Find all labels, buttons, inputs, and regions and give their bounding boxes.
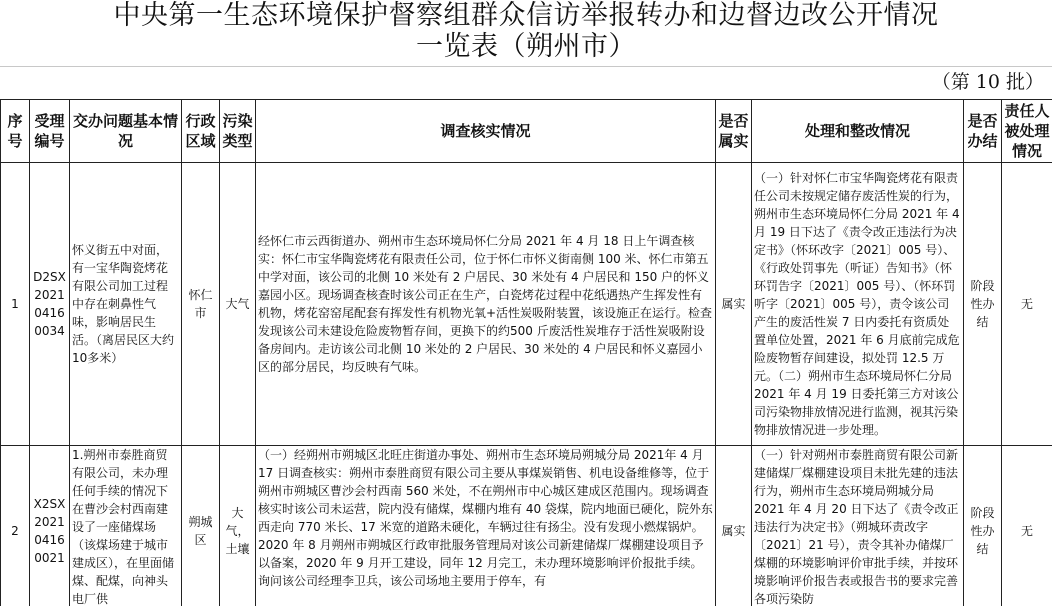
header-handling: 处理和整改情况 [752,100,964,163]
title-line-2: 一览表（朔州市） [416,31,636,62]
cell-seq: 2 [1,446,30,606]
header-issue: 交办问题基本情况 [70,100,182,163]
cell-handling: （一）针对怀仁市宝华陶瓷烤花有限责任公司未按规定储存废活性炭的行为，朔州市生态环境局怀仁分局 2021 年 4 月 19 日下达了《责令改正违法行为决定书》（怀环改字〔2021〕005 号）、《行政处罚事先（听证）告知书》（怀环罚告字〔2021〕005 号）、（怀环罚听字〔2021〕005 号），责令该公司产生的废活性炭 7 日内委托有资质处置单位处置，2021 年 6 月底前完成危险废物暂存间建设，拟处罚 12.5 万元。（二）朔州市生态环境局怀仁分局 2021 年 4 月 19 日委托第三方对该公司污染物排放情况进行监测，视其污染物排放情况进一步处理。 [752,163,964,446]
header-is-true: 是否属实 [716,100,752,163]
header-pollution-type: 污染类型 [220,100,256,163]
header-accountability: 责任人被处理情况 [1002,100,1052,163]
cell-is-true: 属实 [716,163,752,446]
cell-district: 朔城区 [182,446,220,606]
cell-pollution-type: 大气，土壤 [220,446,256,606]
table-header-row [1,100,1052,163]
cell-receipt-no: X2SX202104160021 [30,446,70,606]
header-investigation: 调查核实情况 [256,100,716,163]
report-table [0,99,1052,606]
table-row [1,163,1052,446]
cell-issue: 1.朔州市泰胜商贸有限公司，未办理任何手续的情况下在曹沙会村西南建设了一座储煤场（该煤场建于城市建成区），在里面储煤、配煤，向神头电厂供 [70,446,182,606]
table-row [1,446,1052,606]
cell-issue: 怀义街五中对面，有一宝华陶瓷烤花有限公司加工过程中存在刺鼻性气味，影响居民生活。（离居民区大约 10多米） [70,163,182,446]
header-seq: 序号 [1,100,30,163]
cell-pollution-type: 大气 [220,163,256,446]
cell-concluded: 阶段性办结 [964,446,1002,606]
header-district: 行政区域 [182,100,220,163]
cell-investigation: 经怀仁市云西街道办、朔州市生态环境局怀仁分局 2021 年 4 月 18 日上午调查核实：怀仁市宝华陶瓷烤花有限责任公司，位于怀仁市怀义街南侧 100 米、怀仁市第五中学对面，该公司的北侧 10 米处有 2 户居民、30 米处有 4 户居民和 150 户的怀义嘉园小区。现场调查核查时该公司正在生产，白瓷烤花过程中花纸遇热产生挥发性有机物，烤花窑窑尾配套有挥发性有机物光氧+活性炭吸附装置，该设施正在运行。检查发现该公司未建设危险废物暂存间，更换下的约500 斤废活性炭堆存于活性炭吸附设备房间内。走访该公司北侧 10 米处的 2 户居民、30 米处的 4 户居民和怀义嘉园小区的部分居民，均反映有气味。 [256,163,716,446]
cell-accountability: 无 [1002,446,1052,606]
document-title [0,0,1052,67]
cell-district: 怀仁市 [182,163,220,446]
header-concluded: 是否办结 [964,100,1002,163]
cell-handling: （一）针对朔州市泰胜商贸有限公司新建储煤厂煤棚建设项目未批先建的违法行为，朔州市生态环境局朔城分局 2021 年 4 月 20 日下达了《责令改正违法行为决定书》（朔城环责改字〔2021〕21 号），责令其补办储煤厂煤棚的环境影响评价审批手续，并按环境影响评价报告表或报告书的要求完善各项污染防 [752,446,964,606]
cell-concluded: 阶段性办结 [964,163,1002,446]
cell-is-true: 属实 [716,446,752,606]
batch-label: （第 10 批） [931,71,1044,93]
header-receipt-no: 受理编号 [30,100,70,163]
cell-investigation: （一）经朔州市朔城区北旺庄街道办事处、朔州市生态环境局朔城分局 2021年 4 月 17 日调查核实：朔州市泰胜商贸有限公司主要从事煤炭销售、机电设备维修等，位于朔州市朔城区曹沙会村西南 560 米处，不在朔州市中心城区建成区范围内。现场调查核实时该公司未运营，院内没有储煤，煤棚内堆有 40 袋煤，院内地面已硬化，院外东西走向 770 米长、17 米宽的道路未硬化，车辆过往有扬尘。没有发现小燃煤锅炉。2020 年 8 月朔州市朔城区行政审批服务管理局对该公司新建储煤厂煤棚建设项目予以备案，2020 年 9 月开工建设，同年 12 月完工，未办理环境影响评价报批手续。询问该公司经理李卫兵，该公司场地主要用于停车，有 [256,446,716,606]
cell-seq: 1 [1,163,30,446]
title-line-1: 中央第一生态环境保护督察组群众信访举报转办和边督边改公开情况 [113,0,939,31]
cell-accountability: 无 [1002,163,1052,446]
cell-receipt-no: D2SX202104160034 [30,163,70,446]
